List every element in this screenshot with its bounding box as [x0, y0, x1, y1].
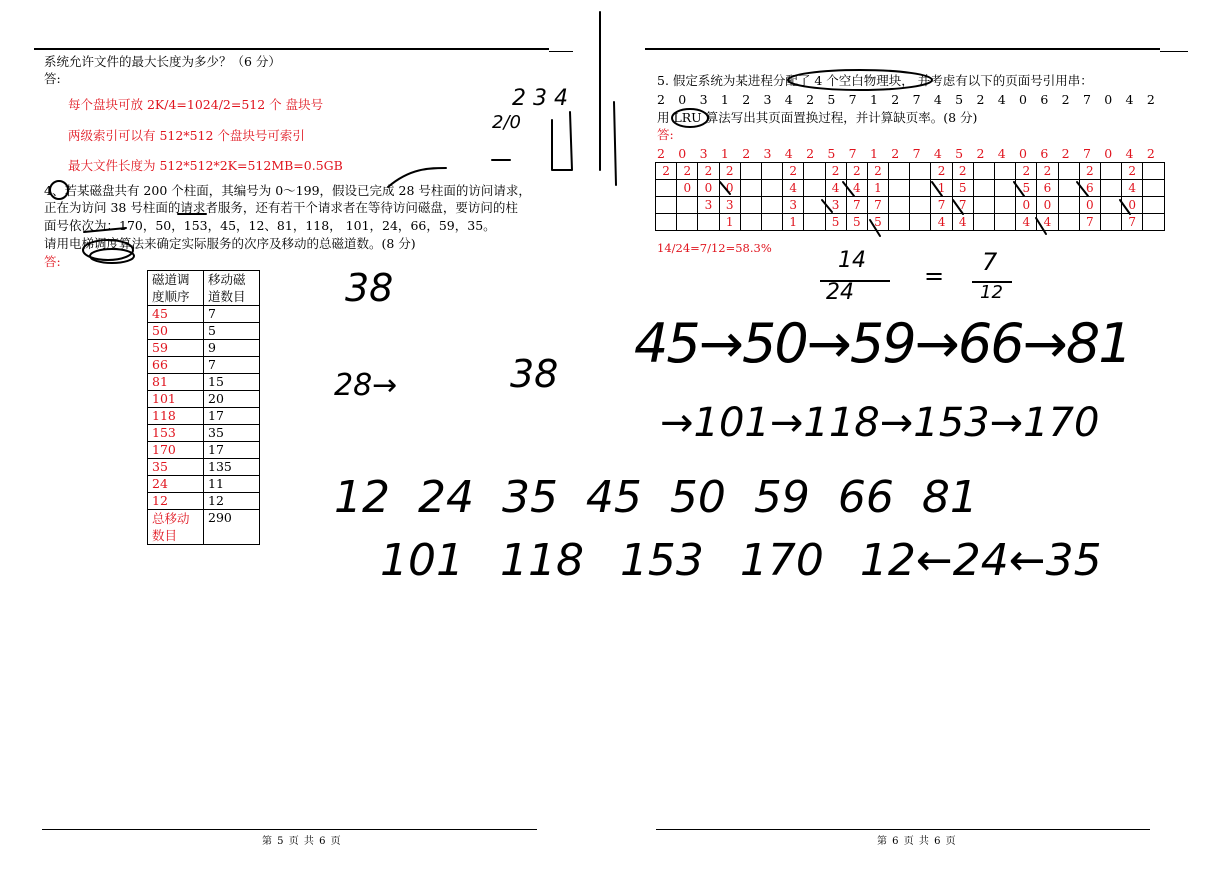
lru-cell [889, 214, 910, 231]
ref-page: 6 [1040, 92, 1049, 107]
ink-fraction-14: 14 [838, 248, 866, 273]
header-order: 磁道调 度顺序 [148, 271, 204, 306]
top-rule-right-thin [1160, 51, 1188, 52]
lru-cell: 6 [1079, 180, 1100, 197]
q3-question: 系统允许文件的最大长度为多少？（6 分） [44, 54, 281, 69]
ink-box [552, 112, 572, 170]
table-row [148, 374, 260, 391]
cylinder-cell: 66 [148, 357, 204, 374]
lru-cell [889, 180, 910, 197]
ref-page: 3 [699, 146, 708, 161]
ink-seq-line-3: 12 24 35 45 50 59 66 81 [334, 472, 978, 523]
moves-cell: 15 [204, 374, 260, 391]
moves-cell: 17 [204, 408, 260, 425]
ink-fraction-left: 2/0 [492, 112, 521, 133]
lru-cell [740, 214, 761, 231]
ref-page: 2 [1061, 146, 1070, 161]
table-row [148, 340, 260, 357]
lru-cell [804, 180, 825, 197]
lru-cell [1100, 214, 1121, 231]
ref-page: 1 [869, 146, 878, 161]
lru-cell: 4 [1122, 180, 1143, 197]
lru-cell [973, 180, 994, 197]
header-moves: 移动磁 道数目 [204, 271, 260, 306]
table-row [148, 323, 260, 340]
moves-cell: 7 [204, 306, 260, 323]
page-footer-right: 第 6 页 共 6 页 [877, 836, 957, 847]
lru-cell [973, 163, 994, 180]
ref-page: 2 [657, 92, 665, 107]
moves-cell: 5 [204, 323, 260, 340]
lru-cell [804, 214, 825, 231]
lru-cell: 2 [1079, 163, 1100, 180]
ref-page: 2 [976, 146, 985, 161]
moves-cell: 35 [204, 425, 260, 442]
lru-cell [910, 180, 931, 197]
lru-cell: 7 [931, 197, 952, 214]
lru-cell: 2 [677, 163, 698, 180]
lru-frame-row [656, 180, 1165, 197]
ink-38-b: 38 [510, 352, 559, 396]
seek-order-table [147, 270, 260, 545]
ref-page: 4 [933, 146, 942, 161]
ink-38-a: 38 [345, 266, 394, 310]
moves-cell: 9 [204, 340, 260, 357]
total-value: 290 [204, 510, 260, 545]
table-row [148, 459, 260, 476]
table-row [148, 442, 260, 459]
ref-page: 3 [699, 92, 708, 107]
moves-cell: 17 [204, 442, 260, 459]
moves-cell: 7 [204, 357, 260, 374]
lru-cell: 2 [931, 163, 952, 180]
ink-28-arrow: 28→ [334, 368, 398, 403]
lru-cell [677, 214, 698, 231]
lru-cell: 4 [846, 180, 867, 197]
lru-cell: 0 [1037, 197, 1058, 214]
ink-stroke [614, 102, 616, 185]
table-row [148, 306, 260, 323]
lru-cell [1143, 180, 1164, 197]
q5-answer-label: 答: [657, 127, 674, 142]
ref-page: 4 [997, 146, 1006, 161]
lru-cell: 4 [783, 180, 804, 197]
ref-page: 0 [1019, 92, 1027, 107]
lru-cell: 7 [1122, 214, 1143, 231]
cylinder-cell: 35 [148, 459, 204, 476]
ink-seq-line-4: 101 118 153 170 12←24←35 [380, 535, 1102, 586]
ink-fraction-12: 12 [980, 282, 1003, 303]
table-row [148, 391, 260, 408]
lru-cell [761, 214, 782, 231]
lru-cell [910, 163, 931, 180]
ink-equals: = [924, 262, 945, 290]
ref-page: 7 [912, 92, 921, 107]
lru-cell [973, 197, 994, 214]
lru-cell: 1 [867, 180, 888, 197]
reference-string-red-row [657, 146, 1168, 161]
ink-seq-line-1: 45→50→59→66→81 [634, 312, 1131, 375]
lru-cell: 0 [698, 180, 719, 197]
ref-page: 2 [742, 92, 751, 107]
lru-cell: 5 [1016, 180, 1037, 197]
lru-cell [761, 180, 782, 197]
lru-cell [740, 197, 761, 214]
lru-cell: 7 [867, 197, 888, 214]
lru-cell: 0 [677, 180, 698, 197]
miss-rate: 14/24=7/12=58.3% [657, 241, 772, 255]
q3-answer-2: 两级索引可以有 512*512 个盘块号可索引 [68, 128, 305, 143]
lru-cell [804, 197, 825, 214]
ref-page: 4 [1125, 92, 1134, 107]
lru-cell [1058, 214, 1079, 231]
ref-page: 0 [1104, 146, 1113, 161]
lru-cell [1100, 163, 1121, 180]
lru-cell: 2 [783, 163, 804, 180]
lru-cell [1100, 180, 1121, 197]
ink-fraction-7: 7 [982, 248, 998, 276]
lru-cell: 1 [931, 180, 952, 197]
ref-page: 2 [742, 146, 751, 161]
q4-line-2: 正在为访问 38 号柱面的请求者服务，还有若干个请求者在等待访问磁盘，要访问的柱 [44, 200, 518, 215]
lru-cell [677, 197, 698, 214]
lru-cell [889, 197, 910, 214]
top-rule-right [645, 48, 1160, 50]
ref-page: 7 [1082, 146, 1091, 161]
lru-cell: 0 [1122, 197, 1143, 214]
lru-cell: 5 [867, 214, 888, 231]
lru-frame-row [656, 197, 1165, 214]
lru-cell [995, 163, 1016, 180]
lru-cell: 5 [846, 214, 867, 231]
ref-page: 7 [848, 146, 857, 161]
moves-cell: 135 [204, 459, 260, 476]
lru-cell: 1 [783, 214, 804, 231]
lru-cell: 2 [867, 163, 888, 180]
lru-cell [910, 214, 931, 231]
cylinder-cell: 170 [148, 442, 204, 459]
lru-cell [804, 163, 825, 180]
ref-page: 2 [976, 92, 985, 107]
q4-line-3: 面号依次为：170，50，153，45，12、81，118， 101，24，66，59，35。 [44, 218, 496, 233]
total-label: 总移动 数目 [148, 510, 204, 545]
cylinder-cell: 81 [148, 374, 204, 391]
q5-line-2: 用 LRU 算法写出其页面置换过程，并计算缺页率。(8 分) [657, 110, 978, 125]
ref-page: 4 [997, 92, 1006, 107]
ref-page: 2 [657, 146, 665, 161]
ref-page: 7 [1082, 92, 1091, 107]
lru-cell [995, 197, 1016, 214]
ref-page: 7 [912, 146, 921, 161]
cylinder-cell: 59 [148, 340, 204, 357]
q3-answer-label: 答: [44, 71, 61, 86]
lru-cell [761, 197, 782, 214]
cylinder-cell: 12 [148, 493, 204, 510]
ref-page: 7 [848, 92, 857, 107]
cylinder-cell: 153 [148, 425, 204, 442]
lru-frame-row [656, 163, 1165, 180]
ref-page: 1 [720, 92, 729, 107]
ref-page: 4 [784, 146, 793, 161]
table-row [148, 493, 260, 510]
lru-cell [761, 163, 782, 180]
lru-frame-table [655, 162, 1165, 231]
page-footer-left: 第 5 页 共 6 页 [262, 836, 342, 847]
lru-cell: 0 [1079, 197, 1100, 214]
moves-cell: 12 [204, 493, 260, 510]
ref-page: 0 [678, 92, 687, 107]
ref-page: 1 [720, 146, 729, 161]
q4-answer-label: 答: [44, 254, 61, 269]
lru-cell: 3 [719, 197, 740, 214]
q3-answer-1: 每个盘块可放 2K/4=1024/2=512 个 盘块号 [68, 97, 324, 112]
ink-corner-digits: 2 3 4 [512, 86, 568, 111]
lru-cell [1143, 197, 1164, 214]
lru-cell: 3 [698, 197, 719, 214]
moves-cell: 20 [204, 391, 260, 408]
lru-cell: 2 [1122, 163, 1143, 180]
lru-cell [1143, 163, 1164, 180]
ref-page: 2 [806, 146, 815, 161]
ref-page: 0 [1104, 92, 1113, 107]
lru-cell [1100, 197, 1121, 214]
table-row [148, 408, 260, 425]
ref-page: 2 [1146, 146, 1155, 161]
lru-cell: 7 [846, 197, 867, 214]
lru-cell: 0 [719, 180, 740, 197]
ref-page: 3 [763, 146, 772, 161]
table-header-row [148, 271, 260, 306]
lru-cell: 7 [1079, 214, 1100, 231]
lru-cell [740, 180, 761, 197]
lru-cell [995, 214, 1016, 231]
lru-cell: 2 [952, 163, 973, 180]
lru-cell: 4 [1037, 214, 1058, 231]
lru-cell: 2 [719, 163, 740, 180]
lru-cell: 6 [1037, 180, 1058, 197]
lru-cell: 2 [846, 163, 867, 180]
ref-page: 3 [763, 92, 772, 107]
ref-page: 5 [955, 146, 964, 161]
q4-line-1: 4、若某磁盘共有 200 个柱面，其编号为 0～199，假设已完成 28 号柱面的访问请求， [44, 183, 531, 198]
cylinder-cell: 101 [148, 391, 204, 408]
lru-cell [1058, 163, 1079, 180]
lru-cell [740, 163, 761, 180]
lru-cell: 3 [825, 197, 846, 214]
lru-cell: 2 [698, 163, 719, 180]
ref-page: 4 [933, 92, 942, 107]
reference-string-row [657, 92, 1168, 107]
table-row [148, 425, 260, 442]
lru-cell: 2 [1016, 163, 1037, 180]
ref-page: 4 [1125, 146, 1134, 161]
ref-page: 4 [784, 92, 793, 107]
ref-page: 5 [827, 92, 836, 107]
lru-cell: 2 [656, 163, 677, 180]
bottom-rule-right [656, 829, 1150, 830]
lru-cell [889, 163, 910, 180]
ref-page: 1 [869, 92, 878, 107]
lru-cell [656, 214, 677, 231]
bottom-rule-left [42, 829, 537, 830]
lru-cell: 5 [825, 214, 846, 231]
lru-cell [910, 197, 931, 214]
ink-seq-line-2: →101→118→153→170 [660, 400, 1100, 446]
lru-cell: 0 [1016, 197, 1037, 214]
lru-cell [1058, 180, 1079, 197]
ref-page: 0 [678, 146, 687, 161]
lru-cell [656, 197, 677, 214]
lru-cell: 2 [825, 163, 846, 180]
ref-page: 5 [955, 92, 964, 107]
lru-cell: 7 [952, 197, 973, 214]
ref-page: 2 [891, 92, 900, 107]
lru-cell: 4 [1016, 214, 1037, 231]
lru-cell: 1 [719, 214, 740, 231]
table-total-row [148, 510, 260, 545]
cylinder-cell: 118 [148, 408, 204, 425]
lru-frame-row [656, 214, 1165, 231]
ref-page: 0 [1019, 146, 1027, 161]
lru-cell: 3 [783, 197, 804, 214]
q5-line-1: 5. 假定系统为某进程分配了 4 个空白物理块， 并考虑有以下的页面号引用串： [657, 73, 1093, 88]
cylinder-cell: 50 [148, 323, 204, 340]
ref-page: 2 [1146, 92, 1155, 107]
lru-cell: 4 [931, 214, 952, 231]
lru-cell: 4 [952, 214, 973, 231]
ink-circle-elevator-2 [90, 249, 134, 263]
top-rule-left-thin [549, 51, 573, 52]
top-rule-left [34, 48, 549, 50]
lru-cell [698, 214, 719, 231]
q3-answer-3: 最大文件长度为 512*512*2K=512MB=0.5GB [68, 158, 343, 173]
lru-cell [656, 180, 677, 197]
table-row [148, 476, 260, 493]
ref-page: 6 [1040, 146, 1049, 161]
lru-cell: 2 [1037, 163, 1058, 180]
cylinder-cell: 45 [148, 306, 204, 323]
lru-cell: 5 [952, 180, 973, 197]
lru-cell [973, 214, 994, 231]
ink-fraction-24: 24 [826, 280, 854, 305]
lru-cell: 4 [825, 180, 846, 197]
lru-cell [1058, 197, 1079, 214]
ref-page: 2 [1061, 92, 1070, 107]
ref-page: 2 [891, 146, 900, 161]
moves-cell: 11 [204, 476, 260, 493]
ref-page: 2 [806, 92, 815, 107]
lru-cell [1143, 214, 1164, 231]
q4-line-4: 请用电梯调度算法来确定实际服务的次序及移动的总磁道数。(8 分) [44, 236, 416, 251]
ref-page: 5 [827, 146, 836, 161]
lru-cell [995, 180, 1016, 197]
cylinder-cell: 24 [148, 476, 204, 493]
table-row [148, 357, 260, 374]
